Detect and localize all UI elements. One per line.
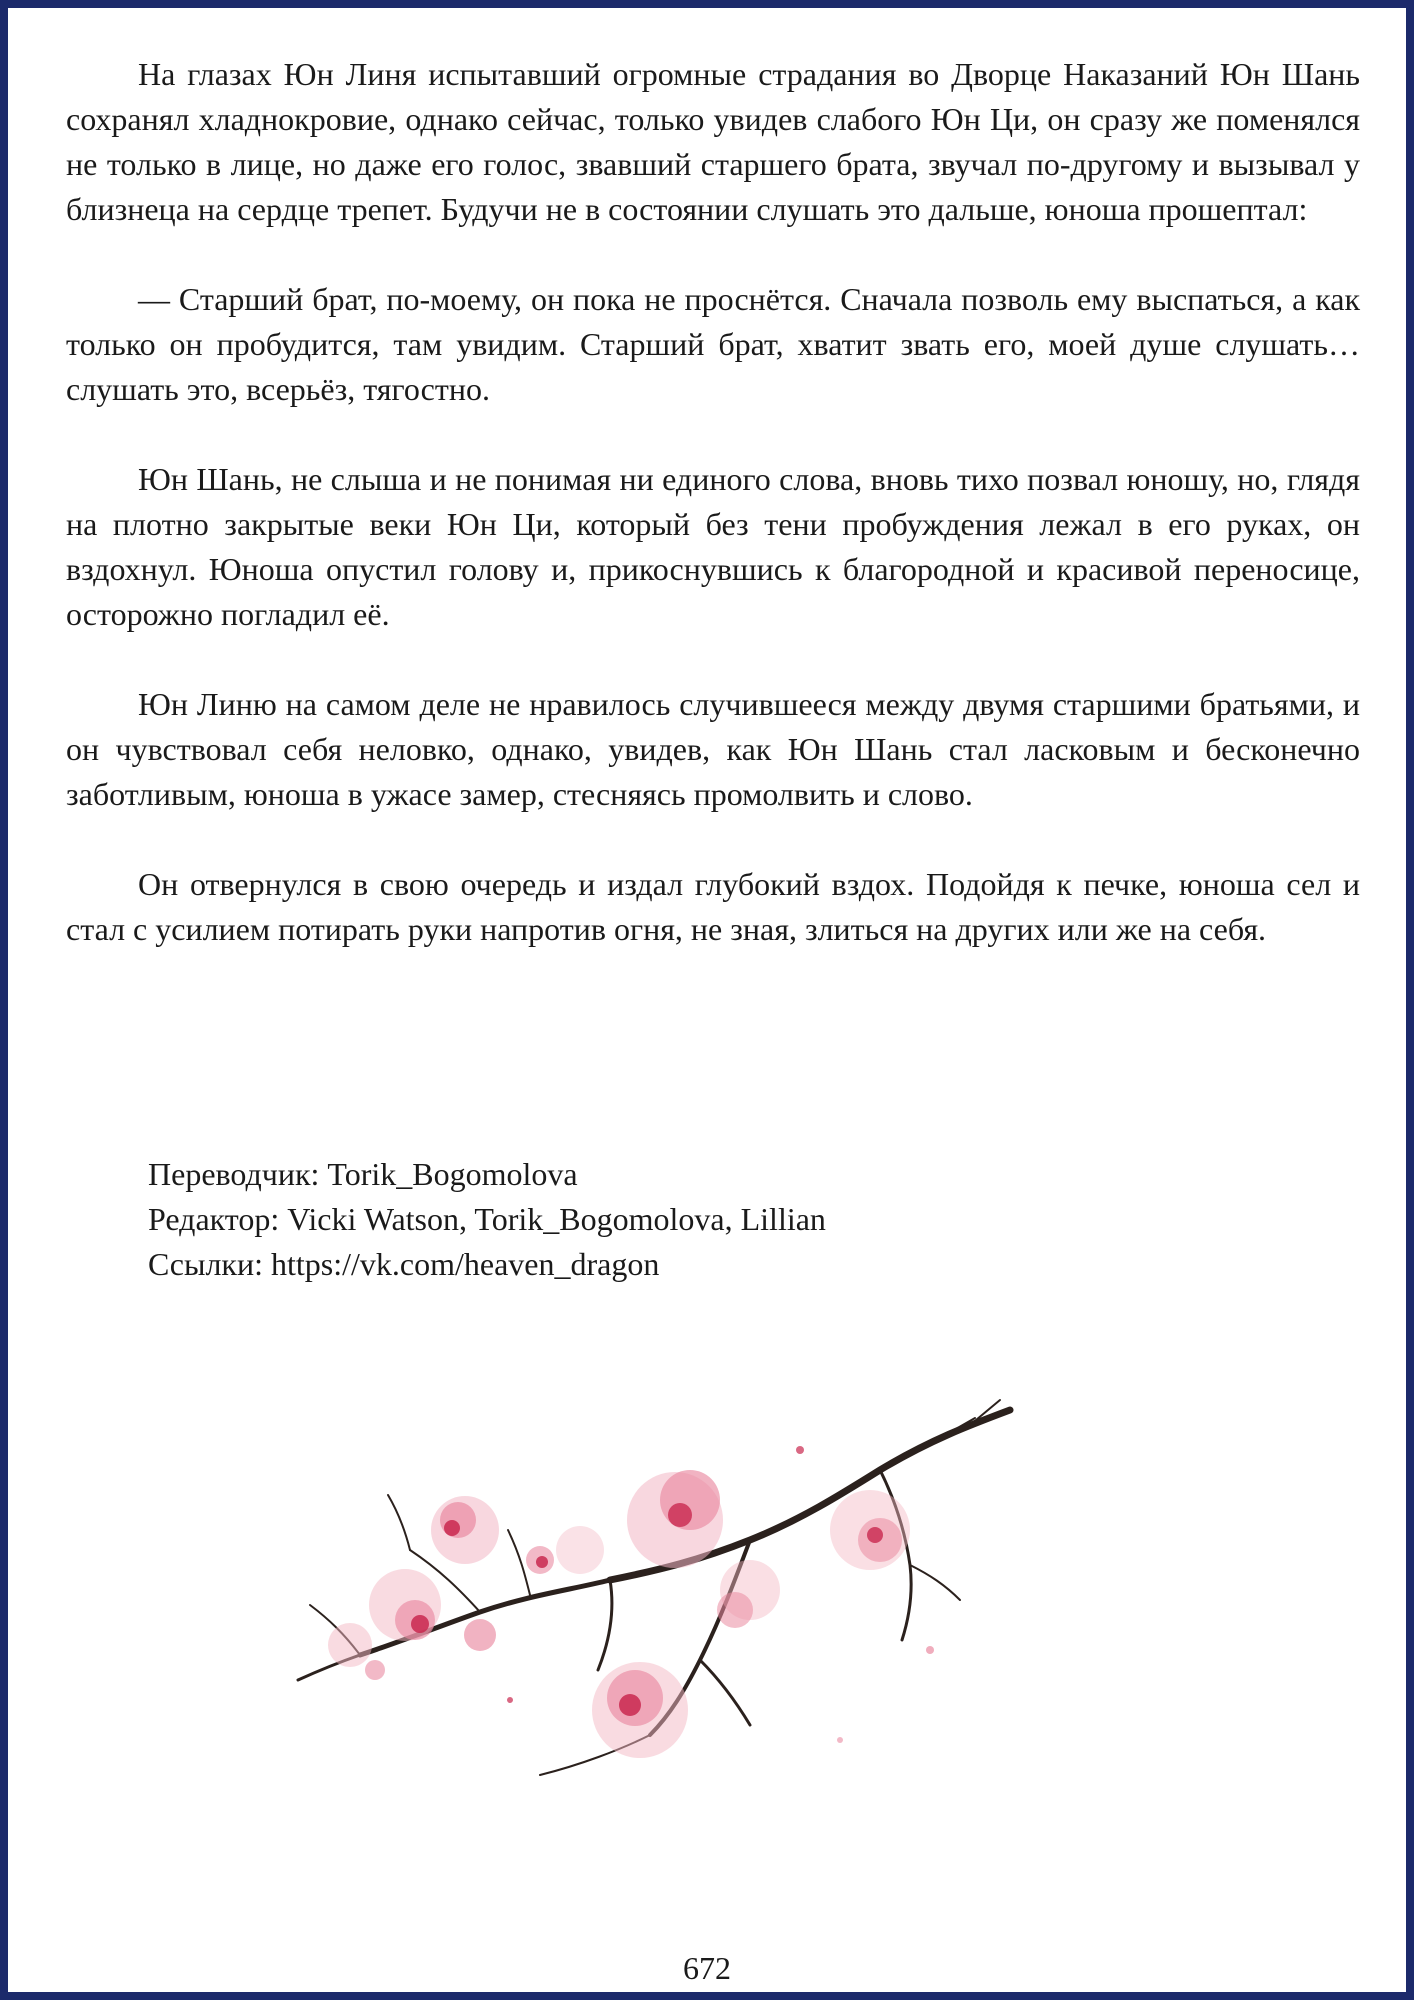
links-credit: Ссылки: https://vk.com/heaven_dragon <box>148 1246 660 1282</box>
paragraph: — Старший брат, по-моему, он пока не проснётся. Сначала позволь ему выспаться, а как только он пробудится, там увидим. Старший брат, хватит звать его, моей душе слушать… слушать это, всерьёз, тягостно. <box>66 281 1360 407</box>
credits-block <box>148 1152 826 1287</box>
story-text <box>66 52 1360 997</box>
cherry-blossom-branch-illustration <box>280 1380 1020 1800</box>
paragraph: Юн Линю на самом деле не нравилось случившееся между двумя старшими братьями, и он чувствовал себя неловко, однако, увидев, как Юн Шань стал ласковым и бесконечно заботливым, юноша в ужасе замер, стесняясь промолвить и слово. <box>66 686 1360 812</box>
paragraph: Юн Шань, не слыша и не понимая ни единого слова, вновь тихо позвал юношу, но, глядя на плотно закрытые веки Юн Ци, который без тени пробуждения лежал в его руках, он вздохнул. Юноша опустил голову и, прикоснувшись к благородной и красивой переносице, осторожно погладил её. <box>66 461 1360 632</box>
paragraph: Он отвернулся в свою очередь и издал глубокий вздох. Подойдя к печке, юноша сел и стал с усилием потирать руки напротив огня, не зная, злиться на других или же на себя. <box>66 866 1360 947</box>
editor-credit: Редактор: Vicki Watson, Torik_Bogomolova, Lillian <box>148 1201 826 1237</box>
page-number: 672 <box>683 1950 731 1986</box>
translator-credit: Переводчик: Torik_Bogomolova <box>148 1156 578 1192</box>
paragraph: На глазах Юн Линя испытавший огромные страдания во Дворце Наказаний Юн Шань сохранял хладнокровие, однако сейчас, только увидев слабого Юн Ци, он сразу же поменялся не только в лице, но даже его голос, звавший старшего брата, звучал по-другому и вызывал у близнеца на сердце трепет. Будучи не в состоянии слушать это дальше, юноша прошептал: <box>66 56 1360 227</box>
